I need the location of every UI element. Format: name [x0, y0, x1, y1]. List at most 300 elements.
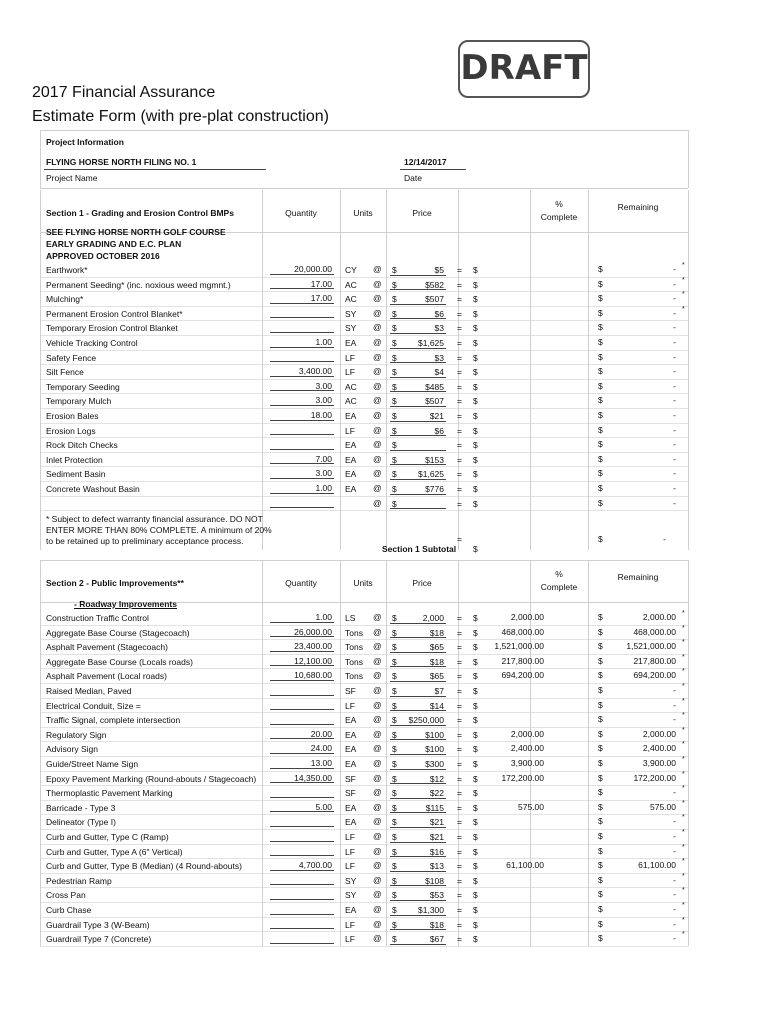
divider [40, 496, 41, 511]
price-dollar: $ [392, 613, 397, 623]
row-unit: SF [345, 773, 356, 784]
row-quantity[interactable]: 23,400.00 [294, 641, 332, 652]
row-remaining: - [673, 699, 676, 710]
divider [340, 364, 341, 379]
divider [40, 683, 41, 698]
row-total: 2,400.00 [510, 743, 544, 754]
row-remaining: - [673, 845, 676, 856]
at-symbol: @ [373, 655, 382, 666]
row-remaining: 3,900.00 [642, 758, 676, 768]
form-title-line2: Estimate Form (with pre-plat construction) [32, 108, 329, 125]
divider [688, 639, 689, 654]
at-symbol: @ [373, 787, 382, 798]
star-marker: * [682, 887, 685, 895]
row-unit: EA [345, 817, 357, 828]
divider [386, 610, 387, 625]
total-dollar: $ [473, 656, 478, 667]
divider [386, 262, 387, 277]
row-quantity[interactable]: 3,400.00 [298, 366, 332, 377]
divider [386, 602, 387, 610]
price-underline [390, 652, 446, 653]
divider [40, 727, 41, 742]
table-row-divider [40, 814, 688, 815]
row-remaining: - [673, 264, 676, 274]
equals-symbol: = [457, 454, 462, 465]
divider [340, 931, 341, 946]
row-quantity[interactable]: 3.00 [315, 468, 332, 479]
divider [386, 625, 387, 640]
row-quantity[interactable]: 1.00 [315, 483, 332, 493]
row-price: $21 [429, 832, 444, 842]
star-marker: * [682, 829, 685, 836]
row-price: $1,625 [418, 338, 444, 348]
price-dollar: $ [392, 308, 397, 319]
row-price: $582 [425, 279, 444, 290]
quantity-underline [270, 665, 334, 666]
row-description: Vehicle Tracking Control [46, 338, 138, 348]
price-underline [390, 666, 446, 667]
divider [588, 771, 589, 786]
row-price: $300 [425, 759, 444, 769]
table-row-divider [40, 350, 688, 351]
row-remaining: - [673, 497, 676, 508]
total-dollar: $ [473, 875, 478, 886]
star-marker: * [682, 872, 685, 880]
divider [262, 829, 263, 844]
price-underline [390, 450, 446, 451]
equals-symbol: = [457, 484, 462, 494]
equals-symbol: = [457, 534, 462, 545]
divider [530, 829, 531, 844]
total-dollar: $ [473, 440, 478, 451]
row-description: Mulching* [46, 294, 84, 305]
divider [530, 350, 531, 365]
table-row-divider [40, 335, 688, 336]
remaining-dollar: $ [598, 889, 603, 900]
row-remaining: - [673, 874, 676, 885]
table-row-divider [40, 277, 688, 278]
divider [530, 379, 531, 394]
row-quantity[interactable]: 1.00 [315, 337, 332, 347]
divider [40, 452, 41, 467]
row-unit: EA [345, 454, 357, 465]
divider [340, 654, 341, 669]
total-dollar: $ [473, 498, 478, 509]
divider [40, 190, 41, 232]
divider [340, 423, 341, 438]
star-marker: * [682, 799, 685, 807]
remaining-dollar: $ [598, 714, 603, 725]
row-remaining: 2,000.00 [642, 728, 676, 739]
footnote-line: to be retained up to preliminary acceptance process. [46, 536, 244, 547]
divider [340, 452, 341, 467]
table-row-divider [40, 741, 688, 742]
divider [386, 931, 387, 946]
table-row-divider [40, 683, 688, 684]
row-quantity[interactable]: 3.00 [315, 395, 332, 406]
remaining-dollar: $ [598, 322, 603, 333]
row-description: Curb and Gutter, Type B (Median) (4 Round-abouts) [46, 861, 242, 872]
project-name-value[interactable]: FLYING HORSE NORTH FILING NO. 1 [46, 157, 197, 167]
row-remaining: 694,200.00 [633, 670, 676, 681]
row-quantity[interactable]: 20.00 [310, 728, 332, 739]
star-marker: * [682, 843, 685, 851]
row-remaining: - [673, 322, 676, 333]
row-description: Earthwork* [46, 265, 88, 275]
row-price: $7 [434, 686, 444, 696]
at-symbol: @ [373, 424, 382, 435]
price-dollar: $ [392, 484, 397, 494]
row-remaining: 172,200.00 [633, 772, 676, 783]
at-symbol: @ [373, 483, 382, 493]
at-symbol: @ [373, 758, 382, 768]
row-price: $100 [425, 744, 444, 755]
divider [40, 510, 41, 550]
row-description: Curb and Gutter, Type A (6" Vertical) [46, 846, 183, 857]
divider [262, 232, 263, 262]
divider [588, 437, 589, 452]
price-dollar: $ [392, 294, 397, 305]
price-dollar: $ [392, 367, 397, 378]
remaining-dollar: $ [598, 626, 603, 637]
remaining-dollar: $ [598, 670, 603, 681]
row-quantity[interactable]: 13.00 [310, 758, 332, 768]
equals-symbol: = [457, 469, 462, 480]
equals-symbol: = [457, 934, 462, 945]
row-description: Rock Ditch Checks [46, 440, 118, 451]
quantity-underline [270, 855, 334, 856]
remaining-dollar: $ [598, 351, 603, 362]
divider [588, 785, 589, 800]
divider [386, 785, 387, 800]
divider [386, 232, 387, 262]
row-price: $5 [434, 265, 444, 275]
remaining-dollar: $ [598, 483, 603, 493]
row-quantity[interactable]: 4,700.00 [298, 860, 332, 871]
divider [386, 335, 387, 350]
row-quantity[interactable]: 18.00 [310, 410, 332, 420]
divider [386, 756, 387, 771]
row-total: 1,521,000.00 [494, 641, 544, 652]
row-unit: SY [345, 308, 357, 319]
row-remaining: - [673, 831, 676, 841]
divider [40, 130, 41, 188]
divider [530, 873, 531, 888]
divider [40, 393, 41, 408]
price-dollar: $ [392, 671, 397, 682]
row-quantity[interactable]: 1.00 [315, 612, 332, 622]
divider [386, 873, 387, 888]
quantity-underline [270, 420, 334, 421]
divider [688, 466, 689, 481]
price-dollar: $ [392, 381, 397, 392]
total-dollar: $ [473, 484, 478, 494]
price-underline [390, 479, 446, 480]
divider [40, 610, 41, 625]
total-dollar: $ [473, 788, 478, 799]
divider [530, 437, 531, 452]
row-description: Epoxy Pavement Marking (Round-abouts / Stagecoach) [46, 773, 257, 784]
equals-symbol: = [457, 700, 462, 711]
divider [458, 510, 459, 550]
divider [386, 277, 387, 292]
price-dollar: $ [392, 425, 397, 436]
at-symbol: @ [373, 366, 382, 377]
total-dollar: $ [473, 294, 478, 305]
divider [40, 873, 41, 888]
star-marker: * [682, 683, 685, 690]
divider [588, 320, 589, 335]
equals-symbol: = [457, 773, 462, 784]
project-date-value[interactable]: 12/14/2017 [404, 157, 447, 167]
row-remaining: 1,521,000.00 [626, 641, 676, 652]
equals-symbol: = [457, 686, 462, 696]
divider [340, 232, 341, 262]
divider [688, 306, 689, 321]
total-dollar: $ [473, 846, 478, 857]
row-quantity[interactable]: 20,000.00 [294, 264, 332, 274]
divider [40, 466, 41, 481]
remaining-dollar: $ [598, 845, 603, 856]
divider [688, 437, 689, 452]
divider [262, 698, 263, 713]
row-remaining: - [673, 787, 676, 798]
price-underline [390, 494, 446, 495]
price-underline [390, 710, 446, 711]
row-quantity[interactable]: 17.00 [310, 293, 332, 304]
at-symbol: @ [373, 845, 382, 856]
divider [262, 887, 263, 902]
row-unit: CY [345, 265, 357, 275]
divider [688, 277, 689, 292]
total-dollar: $ [473, 729, 478, 740]
at-symbol: @ [373, 337, 382, 347]
at-symbol: @ [373, 699, 382, 710]
divider [340, 277, 341, 292]
price-dollar: $ [392, 323, 397, 334]
divider [262, 873, 263, 888]
row-unit: EA [345, 802, 357, 813]
divider [340, 602, 341, 610]
at-symbol: @ [373, 816, 382, 827]
divider [530, 291, 531, 306]
divider [340, 320, 341, 335]
row-unit: SY [345, 323, 357, 334]
divider [588, 379, 589, 394]
remaining-dollar: $ [598, 787, 603, 798]
divider [688, 771, 689, 786]
star-marker: * [682, 756, 685, 763]
table-row-divider [40, 946, 688, 947]
equals-symbol: = [457, 729, 462, 740]
divider [40, 814, 41, 829]
remaining-dollar: $ [598, 933, 603, 944]
row-quantity[interactable]: 17.00 [310, 278, 332, 289]
divider [588, 610, 589, 625]
divider [40, 639, 41, 654]
total-dollar: $ [473, 338, 478, 348]
at-symbol: @ [373, 831, 382, 841]
divider [688, 190, 689, 232]
divider [688, 320, 689, 335]
row-description: Temporary Erosion Control Blanket [46, 323, 178, 334]
row-description: Aggregate Base Course (Locals roads) [46, 656, 193, 667]
row-quantity[interactable]: 5.00 [315, 801, 332, 812]
draft-stamp [458, 40, 590, 98]
divider [530, 232, 531, 262]
divider [688, 291, 689, 306]
col-units-header: Units [353, 578, 373, 588]
divider [386, 829, 387, 844]
price-dollar: $ [392, 846, 397, 857]
divider [688, 510, 689, 550]
divider [688, 496, 689, 511]
row-remaining: - [673, 307, 676, 318]
quantity-underline [270, 361, 334, 362]
row-remaining: - [673, 424, 676, 435]
divider [340, 698, 341, 713]
quantity-underline [270, 405, 334, 406]
price-underline [390, 464, 446, 465]
equals-symbol: = [457, 817, 462, 828]
row-unit: SY [345, 890, 357, 901]
row-description: Erosion Logs [46, 425, 96, 436]
equals-symbol: = [457, 613, 462, 623]
divider [530, 452, 531, 467]
remaining-dollar: $ [598, 816, 603, 827]
row-remaining: - [673, 468, 676, 479]
row-quantity[interactable]: 7.00 [315, 453, 332, 464]
divider [386, 698, 387, 713]
divider [530, 335, 531, 350]
table-row-divider [40, 756, 688, 757]
quantity-underline [270, 390, 334, 391]
row-quantity[interactable]: 12,100.00 [294, 655, 332, 666]
row-description: Curb Chase [46, 905, 92, 915]
row-quantity[interactable]: 26,000.00 [294, 626, 332, 637]
row-remaining: - [673, 453, 676, 464]
price-dollar: $ [392, 890, 397, 901]
row-unit: LF [345, 861, 355, 872]
divider [688, 364, 689, 379]
equals-symbol: = [457, 308, 462, 319]
divider [688, 452, 689, 467]
quantity-underline [270, 303, 334, 304]
divider [40, 668, 41, 683]
divider [262, 423, 263, 438]
divider [262, 437, 263, 452]
total-dollar: $ [473, 700, 478, 711]
quantity-underline [270, 651, 334, 652]
total-dollar: $ [473, 802, 478, 813]
table-row-divider [40, 873, 688, 874]
price-underline [390, 406, 446, 407]
row-remaining: 2,000.00 [642, 612, 676, 622]
row-unit: EA [345, 744, 357, 755]
total-dollar: $ [473, 352, 478, 363]
divider [262, 902, 263, 917]
remaining-dollar: $ [598, 264, 603, 274]
at-symbol: @ [373, 889, 382, 900]
quantity-underline [270, 899, 334, 900]
equals-symbol: = [457, 905, 462, 915]
divider [340, 873, 341, 888]
row-unit: AC [345, 381, 357, 392]
col-quantity-header: Quantity [285, 208, 317, 218]
divider [386, 423, 387, 438]
remaining-dollar: $ [598, 453, 603, 464]
remaining-dollar: $ [598, 918, 603, 929]
row-unit: SF [345, 788, 356, 799]
price-dollar: $ [392, 279, 397, 290]
row-price: $53 [429, 890, 444, 901]
divider [588, 423, 589, 438]
row-remaining: - [673, 714, 676, 725]
price-dollar: $ [392, 817, 397, 828]
divider [588, 364, 589, 379]
table-row-divider [40, 887, 688, 888]
divider [688, 423, 689, 438]
price-dollar: $ [392, 802, 397, 813]
divider [386, 306, 387, 321]
divider [40, 902, 41, 917]
row-quantity[interactable]: 14,350.00 [294, 772, 332, 783]
row-description: Silt Fence [46, 367, 84, 378]
price-dollar: $ [392, 642, 397, 653]
divider [340, 887, 341, 902]
price-underline [390, 623, 446, 624]
price-dollar: $ [392, 352, 397, 363]
row-description: Erosion Bales [46, 411, 99, 421]
row-quantity[interactable]: 3.00 [315, 380, 332, 391]
divider [688, 130, 689, 188]
table-row-divider [40, 829, 688, 830]
equals-symbol: = [457, 744, 462, 755]
divider [340, 262, 341, 277]
row-quantity[interactable]: 10,680.00 [294, 670, 332, 681]
row-description: Pedestrian Ramp [46, 875, 112, 886]
row-quantity[interactable]: 24.00 [310, 743, 332, 754]
divider [588, 639, 589, 654]
divider [340, 437, 341, 452]
row-description: Raised Median, Paved [46, 686, 132, 696]
divider [386, 814, 387, 829]
star-marker: * [682, 639, 685, 647]
remaining-dollar: $ [598, 685, 603, 695]
row-remaining: 217,800.00 [633, 655, 676, 666]
divider [40, 931, 41, 946]
divider [386, 887, 387, 902]
price-dollar: $ [392, 469, 397, 480]
price-underline [390, 348, 446, 349]
price-dollar: $ [392, 773, 397, 784]
row-description: Inlet Protection [46, 454, 103, 465]
remaining-dollar: $ [598, 366, 603, 377]
at-symbol: @ [373, 874, 382, 885]
total-dollar: $ [473, 890, 478, 901]
equals-symbol: = [457, 671, 462, 682]
divider [588, 408, 589, 423]
row-unit: Tons [345, 627, 363, 638]
table-row-divider [40, 408, 688, 409]
total-dollar: $ [473, 861, 478, 872]
remaining-dollar: $ [598, 772, 603, 783]
row-description: Traffic Signal, complete intersection [46, 715, 181, 726]
remaining-dollar: $ [598, 424, 603, 435]
row-total: 2,000.00 [510, 728, 544, 739]
divider [40, 654, 41, 669]
row-description: Asphalt Pavement (Local roads) [46, 671, 167, 682]
